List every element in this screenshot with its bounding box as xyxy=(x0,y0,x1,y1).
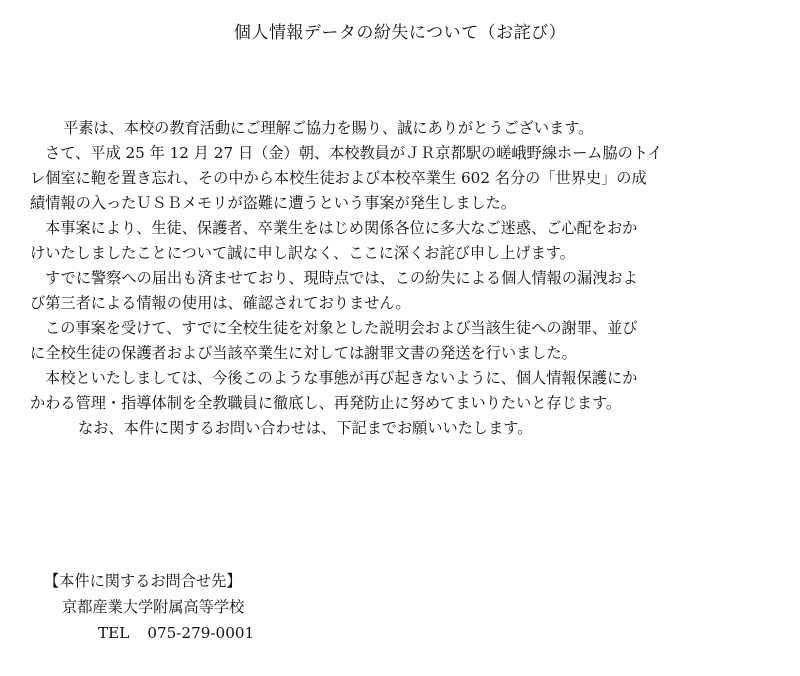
contact-heading: 【本件に関するお問合せ先】 xyxy=(44,572,242,590)
paragraph-apology: 本事案により、生徒、保護者、卒業生をはじめ関係各位に多大なご迷惑、ご心配をおか けいたしましたことについて誠に申し訳なく、ここに深くお詫び申し上げます。 xyxy=(30,219,638,262)
contact-phone xyxy=(44,620,254,646)
contact-school-name: 京都産業大学附属高等学校 xyxy=(62,598,245,616)
paragraph-police-report: すでに警察への届出も済ませており、現時点では、この紛失による個人情報の漏洩およ び第三者による情報の使用は、確認されておりません。 xyxy=(30,269,638,312)
contact-phone-label: TEL xyxy=(98,624,130,642)
paragraph-response: この事案を受けて、すでに全校生徒を対象とした説明会および当該生徒への謝罪、並び に全校生徒の保護者および当該卒業生に対しては謝罪文書の発送を行いました。 xyxy=(30,319,638,362)
page-title: 個人情報データの紛失について（お詫び） xyxy=(233,23,567,43)
paragraph-prevention: 本校といたしましては、今後このような事態が再び起きないように、個人情報保護にか かわる管理・指導体制を全教職員に徹底し、再発防止に努めてまいりたいと存じます。 xyxy=(30,369,638,412)
paragraph-inquiry: なお、本件に関するお問い合わせは、下記までお願いいたします。 xyxy=(78,419,533,437)
paragraph-greeting: 平素は、本校の教育活動にご理解ご協力を賜り、誠にありがとうございます。 xyxy=(63,119,594,137)
notice-body xyxy=(30,116,775,441)
contact-phone-number: 075-279-0001 xyxy=(147,624,255,642)
paragraph-incident: さて、平成 25 年 12 月 27 日（金）朝、本校教員がＪＲ京都駅の嵯峨野線ホーム脇のトイ レ個室に鞄を置き忘れ、その中から本校生徒および本校卒業生 602 名分の「世界史」の成 績情報の入ったＵＳＢメモリが盗難に遭うという事案が発生しました。 xyxy=(30,144,663,212)
contact-block xyxy=(44,568,254,646)
